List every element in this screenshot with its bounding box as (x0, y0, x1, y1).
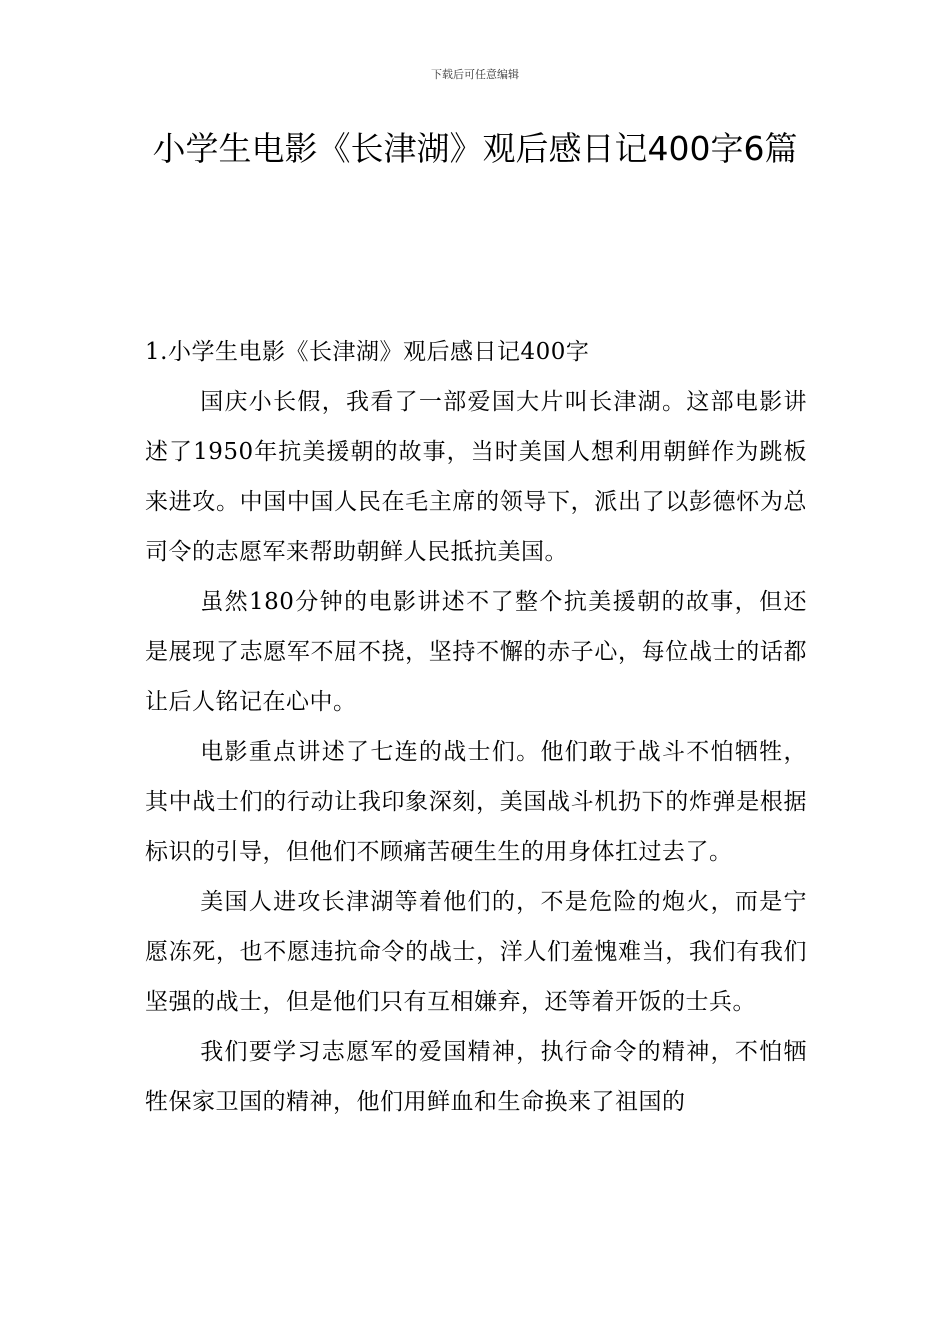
paragraph: 虽然180分钟的电影讲述不了整个抗美援朝的故事，但还是展现了志愿军不屈不挠，坚持不懈的赤子心，每位战士的话都让后人铭记在心中。 (145, 589, 807, 715)
paragraph: 美国人进攻长津湖等着他们的，不是危险的炮火，而是宁愿冻死，也不愿违抗命令的战士，洋人们羞愧难当，我们有我们坚强的战士，但是他们只有互相嫌弃，还等着开饭的士兵。 (145, 889, 807, 1015)
document-body (145, 327, 807, 1127)
document-title: 小学生电影《长津湖》观后感日记400字6篇 (152, 129, 798, 168)
paragraph: 我们要学习志愿军的爱国精神，执行命令的精神，不怕牺牲保家卫国的精神，他们用鲜血和生命换来了祖国的 (145, 1039, 807, 1115)
paragraph: 电影重点讲述了七连的战士们。他们敢于战斗不怕牺牲，其中战士们的行动让我印象深刻，美国战斗机扔下的炸弹是根据标识的引导，但他们不顾痛苦硬生生的用身体扛过去了。 (145, 739, 807, 865)
header-note: 下载后可任意编辑 (431, 68, 519, 81)
paragraph: 国庆小长假，我看了一部爱国大片叫长津湖。这部电影讲述了1950年抗美援朝的故事，当时美国人想利用朝鲜作为跳板来进攻。中国中国人民在毛主席的领导下，派出了以彭德怀为总司令的志愿军来帮助朝鲜人民抵抗美国。 (145, 389, 807, 565)
section-heading: 1.小学生电影《长津湖》观后感日记400字 (145, 339, 590, 365)
